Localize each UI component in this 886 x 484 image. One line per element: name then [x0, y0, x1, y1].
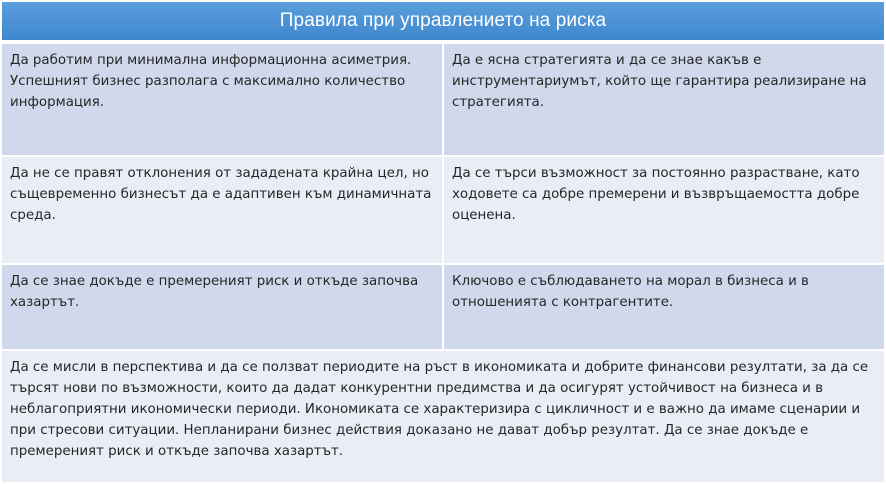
risk-rules-table	[2, 2, 884, 482]
rule-cell-3: Да не се правят отклонения от зададената крайна цел, но същевременно бизнесът да е адаптивен към динамичната среда.	[2, 157, 442, 263]
rule-cell-2: Да е ясна стратегията и да се знае какъв е инструментариумът, който ще гарантира реализиране на стратегията.	[444, 44, 884, 155]
rule-cell-6: Ключово е съблюдаването на морал в бизнеса и в отношенията с контрагентите.	[444, 265, 884, 349]
rule-cell-footer: Да се мисли в перспектива и да се ползват периодите на ръст в икономиката и добрите финансови резултати, за да се търсят нови по възможности, които да дадат конкурентни предимства и да осигурят устойчивост на бизнеса и в неблагоприятни икономически периоди. Икономиката се характеризира с цикличност и е важно да имаме сценарии и при стресови ситуации. Непланирани бизнес действия доказано не дават добър резултат. Да се знае докъде е премереният риск и откъде започва хазартът.	[2, 351, 884, 482]
rule-cell-1: Да работим при минимална информационна асиметрия. Успешният бизнес разполага с максимално количество информация.	[2, 44, 442, 155]
rule-cell-4: Да се търси възможност за постоянно разрастване, като ходовете са добре премерени и възвръщаемостта добре оценена.	[444, 157, 884, 263]
table-title-bar	[2, 2, 884, 42]
table-title: Правила при управлението на риска	[279, 10, 607, 31]
rule-cell-5: Да се знае докъде е премереният риск и откъде започва хазартът.	[2, 265, 442, 349]
